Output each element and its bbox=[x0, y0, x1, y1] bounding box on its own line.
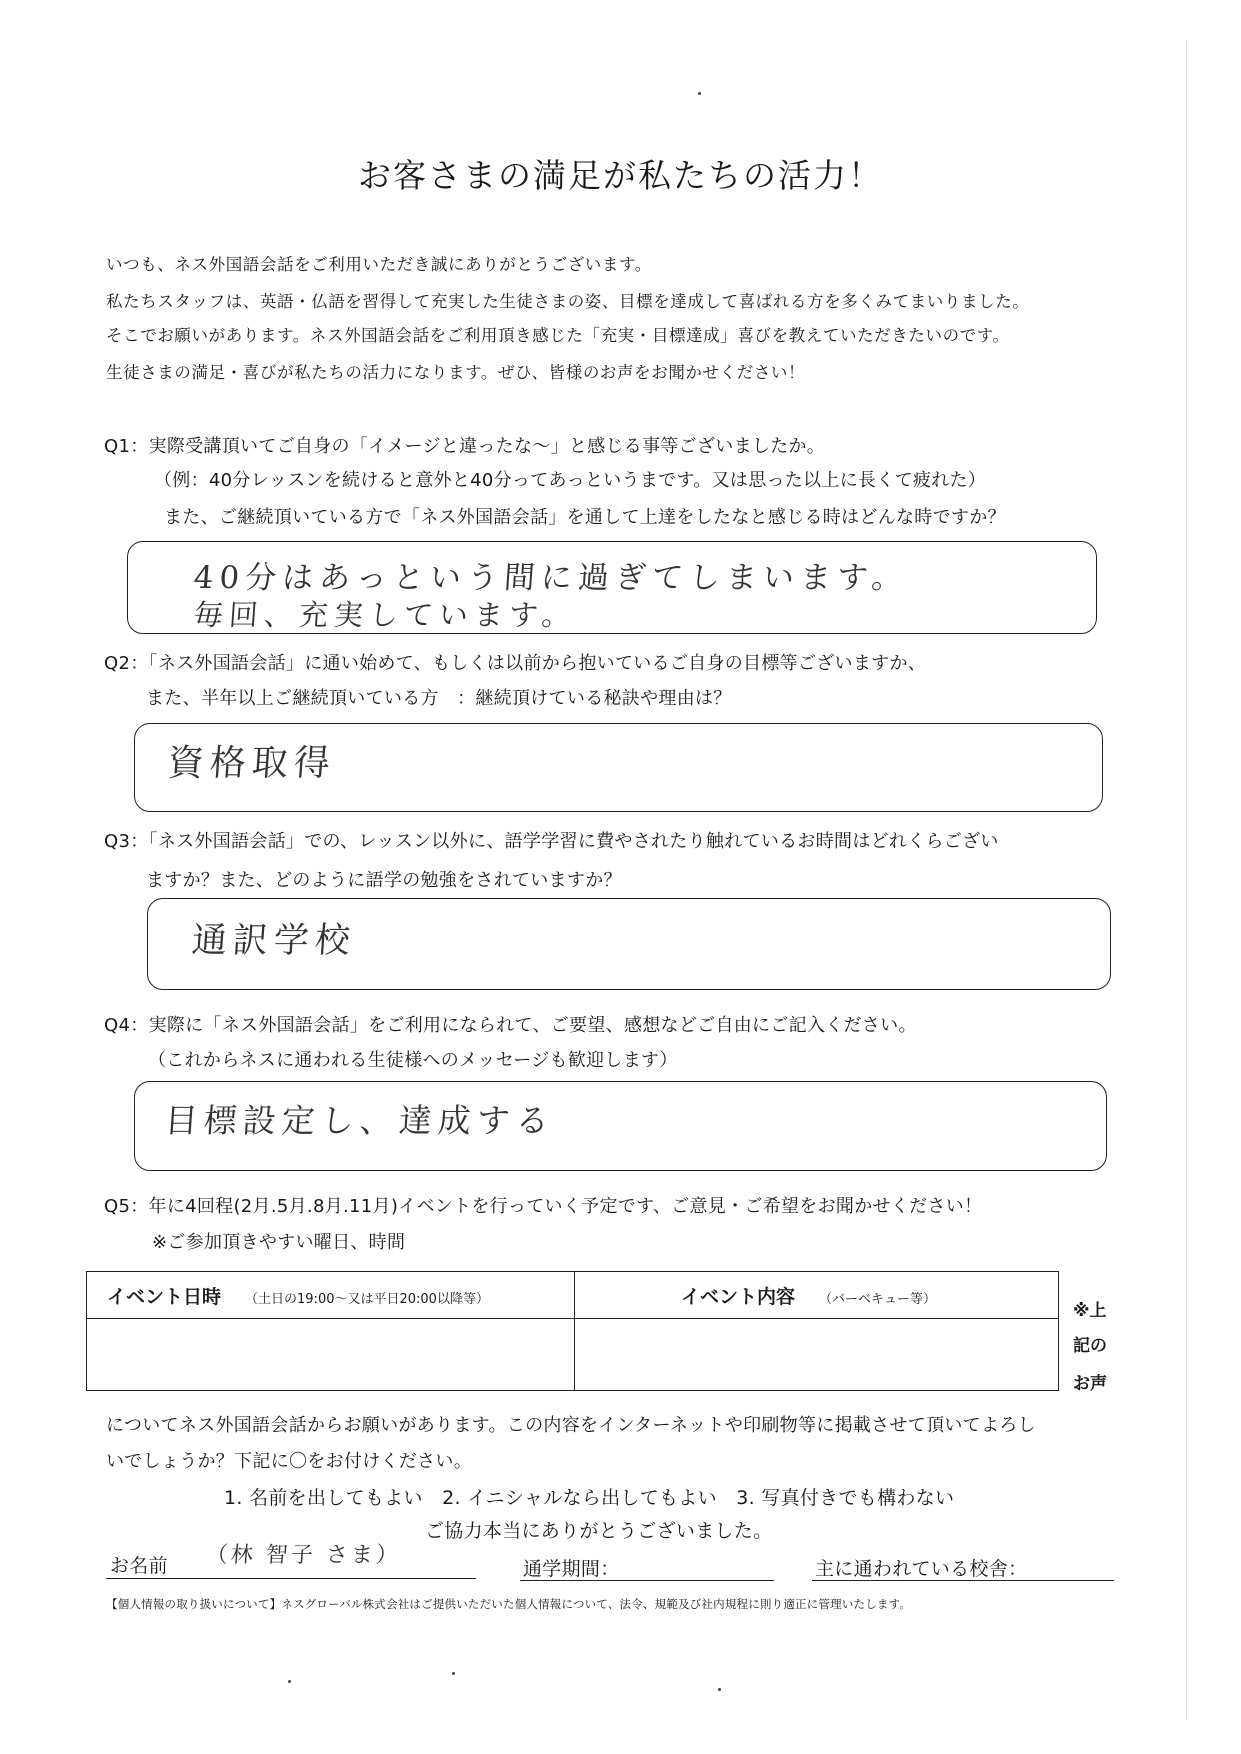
handwritten-answer-q3: 通訳学校 bbox=[190, 921, 358, 961]
side-note-line: 記の bbox=[1073, 1336, 1107, 1356]
privacy-footer: 【個人情報の取り扱いについて】ネスグローバル株式会社はご提供いただいた個人情報について、法令、規範及び社内規程に則り適正に管理いたします。 bbox=[106, 1597, 912, 1611]
event-datetime-label: イベント日時 bbox=[107, 1285, 222, 1308]
period-label: 通学期間： bbox=[523, 1558, 620, 1580]
event-datetime-input[interactable] bbox=[87, 1319, 575, 1391]
question-1-line: また、ご継続頂いている方で「ネス外国語会話」を通して上達をしたなと感じる時はどんな時ですか？ bbox=[164, 507, 1006, 528]
event-datetime-note: （土日の19:00～又は平日20:00以降等） bbox=[245, 1291, 489, 1307]
handwritten-answer-q1: 毎回、充実しています。 bbox=[192, 598, 578, 632]
question-1-line: Q1：実際受講頂いてご自身の「イメージと違ったな～」と感じる事等ございましたか。 bbox=[104, 436, 826, 457]
page-title: お客さまの満足が私たちの活力！ bbox=[358, 156, 883, 195]
consent-line: いでしょうか？下記に〇をお付けください。 bbox=[106, 1451, 472, 1472]
event-table bbox=[86, 1271, 1059, 1391]
event-content-input[interactable] bbox=[575, 1319, 1059, 1391]
publication-options[interactable]: 1. 名前を出してもよい 2. イニシャルなら出してもよい 3. 写真付きでも構わない bbox=[224, 1487, 955, 1509]
question-2-line: Q2：「ネス外国語会話」に通い始めて、もしくは以前から抱いているご自身の目標等ございますか、 bbox=[104, 653, 927, 674]
intro-line: いつも、ネス外国語会話をご利用いただき誠にありがとうございます。 bbox=[106, 255, 652, 274]
handwritten-answer-q2: 資格取得 bbox=[166, 743, 338, 784]
event-content-note: （バーベキュー等） bbox=[819, 1291, 937, 1307]
side-note-line: お声 bbox=[1073, 1374, 1107, 1394]
event-datetime-header bbox=[87, 1272, 575, 1319]
scan-speck bbox=[698, 92, 701, 95]
school-field-underline[interactable] bbox=[812, 1580, 1114, 1581]
question-4-line: Q4：実際に「ネス外国語会話」をご利用になられて、ご要望、感想などご自由にご記入ください。 bbox=[104, 1015, 917, 1036]
intro-line: 生徒さまの満足・喜びが私たちの活力になります。ぜひ、皆様のお声をお聞かせください！ bbox=[106, 363, 806, 382]
handwritten-answer-q1: 40分はあっという間に過ぎてしまいます。 bbox=[192, 560, 910, 596]
name-field-underline[interactable] bbox=[106, 1578, 476, 1579]
question-5-line: ※ご参加頂きやすい曜日、時間 bbox=[152, 1232, 406, 1253]
scan-speck bbox=[718, 1688, 721, 1691]
intro-line: 私たちスタッフは、英語・仏語を習得して充実した生徒さまの姿、目標を達成して喜ばれる方を多くみてまいりました。 bbox=[106, 292, 1030, 311]
handwritten-name: （林 智子 さま） bbox=[204, 1543, 402, 1568]
side-note-line: ※上 bbox=[1073, 1301, 1107, 1321]
question-1-line: （例：40分レッスンを続けると意外と40分ってあっというまです。又は思った以上に長くて疲れた） bbox=[154, 470, 987, 491]
period-field-underline[interactable] bbox=[520, 1580, 774, 1581]
scan-speck bbox=[452, 1672, 455, 1675]
event-content-header bbox=[575, 1272, 1059, 1319]
intro-line: そこでお願いがあります。ネス外国語会話をご利用頂き感じた「充実・目標達成」喜びを教えていただきたいのです。 bbox=[106, 326, 1010, 345]
consent-line: についてネス外国語会話からお願いがあります。この内容をインターネットや印刷物等に掲載させて頂いてよろし bbox=[106, 1415, 1036, 1436]
event-content-label: イベント内容 bbox=[681, 1285, 796, 1308]
question-4-line: （これからネスに通われる生徒様へのメッセージも歓迎します） bbox=[148, 1050, 678, 1071]
school-label: 主に通われている校舎： bbox=[815, 1558, 1028, 1580]
question-2-line: また、半年以上ご継続頂いている方 ：継続頂けている秘訣や理由は？ bbox=[146, 688, 732, 709]
handwritten-answer-q4: 目標設定し、達成する bbox=[163, 1101, 557, 1140]
question-3-line: Q3：「ネス外国語会話」での、レッスン以外に、語学学習に費やされたり触れているお時間はどれくらござい bbox=[104, 831, 999, 852]
question-5-line: Q5：年に4回程(2月.5月.8月.11月)イベントを行っていく予定です、ご意見・ご希望をお聞かせください！ bbox=[104, 1196, 983, 1217]
name-label: お名前 bbox=[110, 1555, 168, 1577]
question-3-line: ますか？また、どのように語学の勉強をされていますか？ bbox=[146, 870, 622, 891]
thanks-message: ご協力本当にありがとうございました。 bbox=[425, 1520, 773, 1542]
scan-edge-line bbox=[1186, 40, 1187, 1720]
scan-speck bbox=[288, 1680, 291, 1683]
